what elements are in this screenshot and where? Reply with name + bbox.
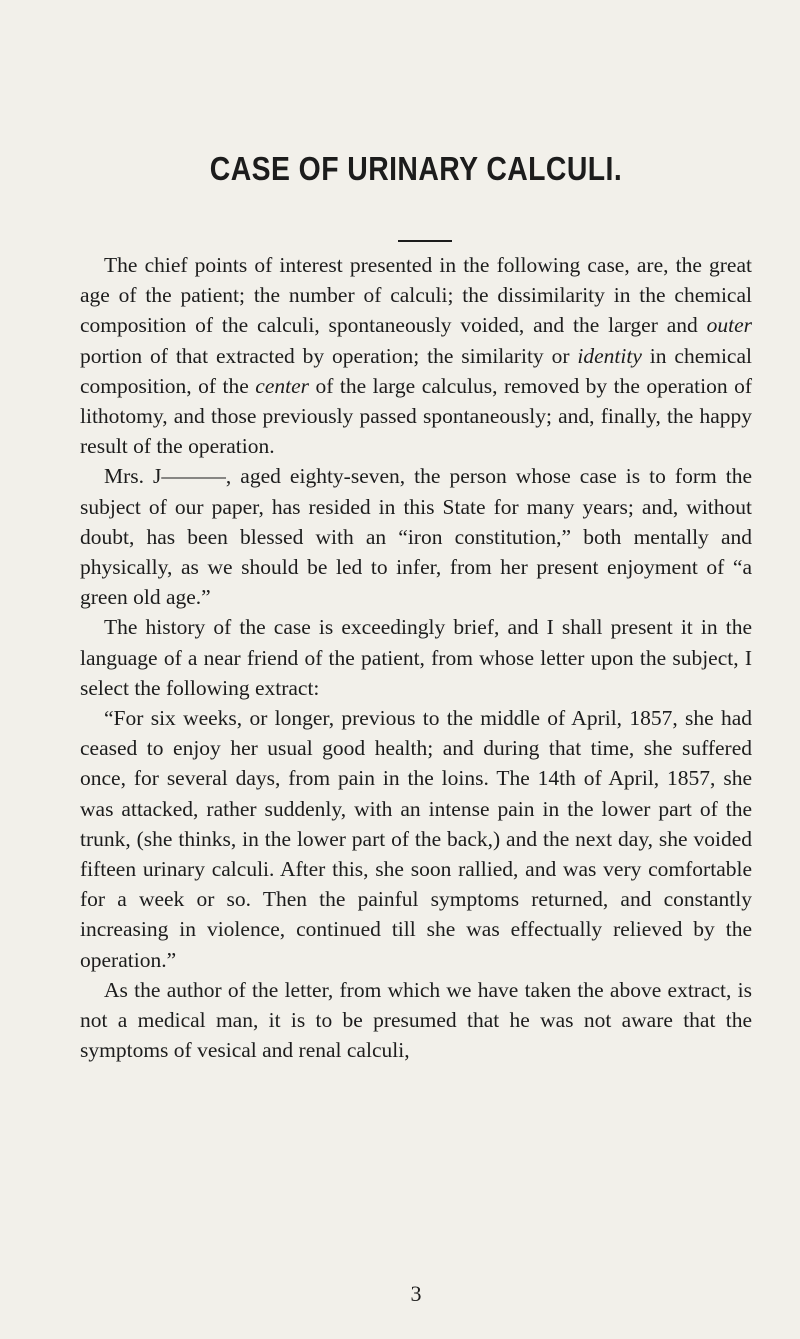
text-segment: Mrs. J———, aged eighty-seven, the person whose case is to form the subject of our paper, has resided in this State for many years; and, without doubt, has been blessed with an “iron constitution,” both mentally and physically, as we should be led to infer, from her present enjoyment of “a green old age.”: [80, 464, 752, 610]
title-divider: [398, 240, 452, 242]
text-segment: The chief points of interest presented in the following case, are, the great age of the patient; the number of calculi; the dissimilarity in the chemical composition of the calculi, spontaneously voided, and the larger and: [80, 253, 752, 338]
text-segment: in chemical composition, of the: [80, 343, 752, 398]
document-page: [80, 0, 752, 1339]
paragraph-history: [80, 612, 752, 703]
emphasized-text: identity: [577, 343, 642, 368]
page-title: CASE OF URINARY CALCULI.: [209, 150, 623, 187]
body-text: [80, 250, 752, 1065]
page-number: 3: [410, 1281, 422, 1306]
text-segment: As the author of the letter, from which we have taken the above extract, is not a medical man, it is to be presumed that he was not aware that the symptoms of vesical and renal calculi,: [80, 977, 752, 1063]
text-segment: “For six weeks, or longer, previous to the middle of April, 1857, she had ceased to enjoy her usual good health; and during that time, she suffered once, for several days, from pain in the loins. The 14th of April, 1857, she was attacked, rather suddenly, with an intense pain in the lower part of the trunk, (she thinks, in the lower part of the back,) and the next day, she voided fifteen urinary calculi. After this, she soon rallied, and was very comfortable for a week or so. Then the painful symptoms returned, and constantly increasing in violence, continued till she was effectually relieved by the operation.”: [80, 706, 752, 972]
emphasized-text: outer: [706, 313, 752, 338]
text-segment: portion of that extracted by operation; the similarity or: [80, 343, 578, 368]
text-segment: The history of the case is exceedingly brief, and I shall present it in the language of a near friend of the patient, from whose letter upon the subject, I select the following extract:: [80, 615, 752, 700]
text-segment: of the large calculus, removed by the operation of lithotomy, and those previously passed spontaneously; and, finally, the happy result of the operation.: [80, 373, 752, 459]
paragraph-patient: [80, 461, 752, 612]
paragraph-author: [80, 975, 752, 1066]
paragraph-intro: [80, 250, 752, 461]
paragraph-extract: [80, 703, 752, 975]
emphasized-text: center: [255, 373, 310, 398]
